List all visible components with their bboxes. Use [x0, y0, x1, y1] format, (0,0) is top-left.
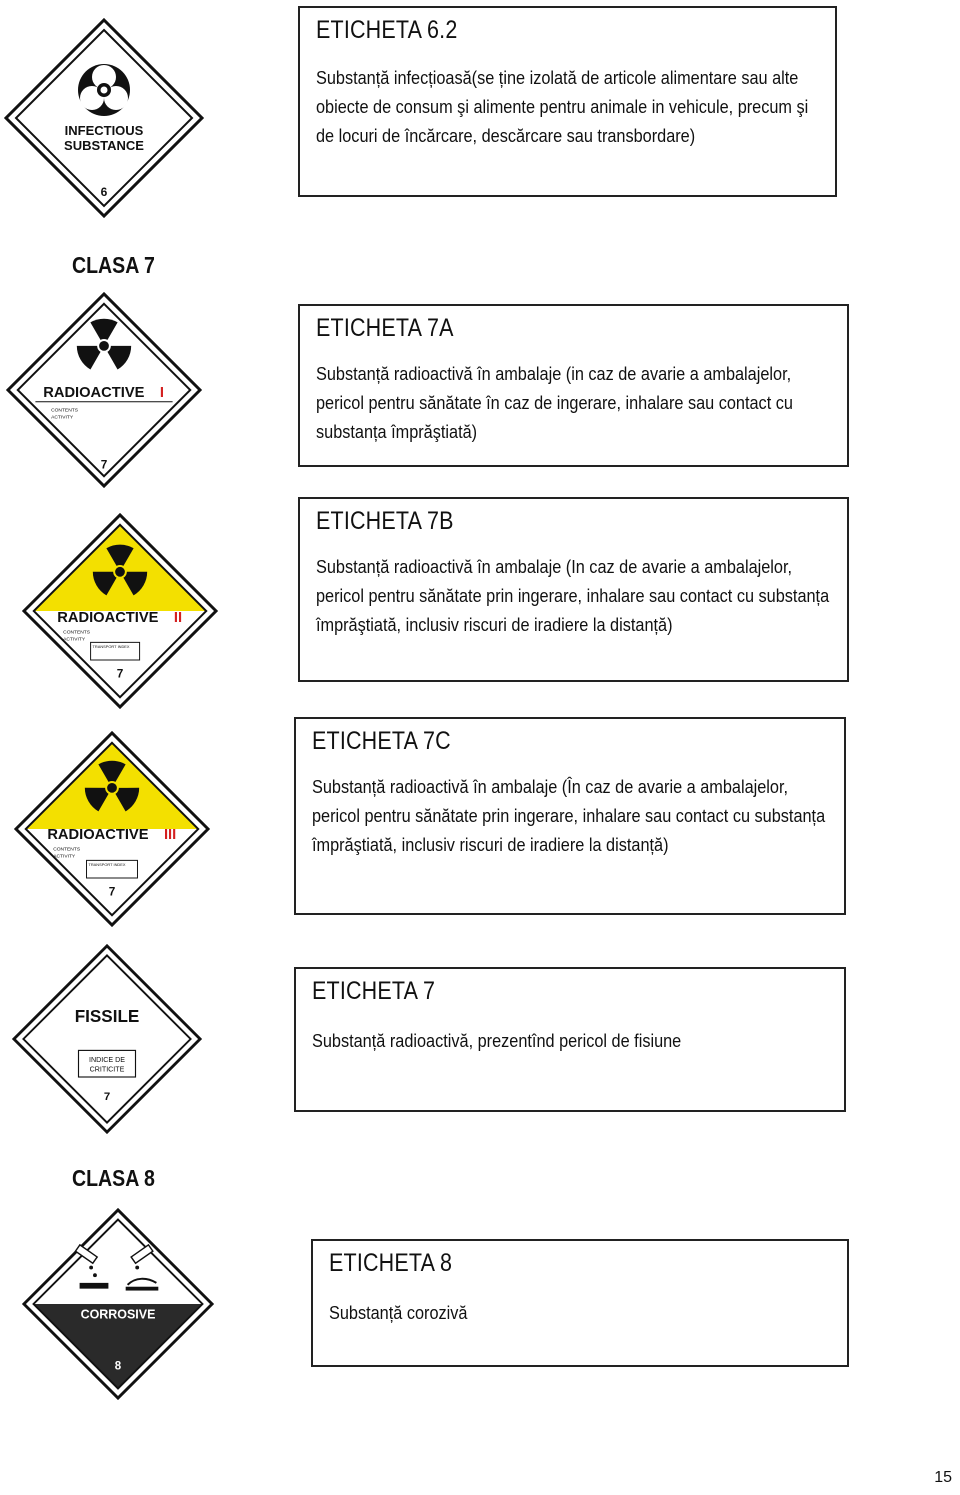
sign-index1: INDICE DE [89, 1055, 125, 1064]
sign-number: 7 [108, 885, 116, 899]
class-7-title: CLASA 7 [72, 252, 155, 278]
sign-roman: I [159, 384, 164, 401]
sign-text: FISSILE [74, 1006, 140, 1026]
entry-description: Substanță radioactivă în ambalaje (In caz de avarie a ambalajelor, pericol pentru sănătate prin ingerare, inhalare sau contact cu substanța împrăştiată, inclusiv riscuri de iradiere la distanță) [316, 556, 830, 635]
sign-text: RADIOACTIVE [43, 384, 145, 401]
sign-small1: CONTENTS [51, 408, 78, 414]
sign-small2: ACTIVITY [53, 854, 76, 860]
radioactive-ii-label [22, 513, 218, 709]
entry-title: ETICHETA 8 [329, 1249, 453, 1277]
entry-title: ETICHETA 7A [316, 314, 454, 342]
sign-number: 7 [103, 1090, 111, 1103]
sign-index: TRANSPORT INDEX [92, 644, 130, 650]
entry-title: ETICHETA 7B [316, 507, 454, 535]
entry-description: Substanță corozivă [329, 1302, 468, 1323]
biohazard-icon [78, 64, 130, 116]
entry-description: Substanță infecțioasă(se ține izolată de articole alimentare sau alte obiecte de consum şi alimente pentru animale in vehicule, precum şi de locuri de încărcare, descărcare sau transbordare) [316, 67, 809, 146]
infectious-substance-label [4, 18, 204, 218]
entry-box-7a [298, 304, 849, 467]
sign-text: RADIOACTIVE [57, 609, 159, 626]
sign-number: 7 [116, 667, 124, 681]
entry-description: Substanță radioactivă în ambalaje (in caz de avarie a ambalajelor, pericol pentru sănătate în caz de ingerare, inhalare sau contact cu substanța împrăştiată) [316, 363, 793, 442]
entry-box-6-2 [298, 6, 837, 197]
entry-title: ETICHETA 6.2 [316, 16, 458, 44]
sign-small1: CONTENTS [53, 847, 81, 853]
entry-title: ETICHETA 7 [312, 977, 436, 1005]
sign-roman: III [163, 826, 177, 843]
sign-index2: CRITICITE [89, 1065, 125, 1074]
sign-text: CORROSIVE [80, 1307, 156, 1322]
corrosive-label [22, 1208, 214, 1400]
entry-box-7 [294, 967, 846, 1112]
entry-box-8 [311, 1239, 849, 1367]
sign-roman: II [173, 609, 183, 626]
radioactive-i-label [6, 292, 202, 488]
sign-line2: SUBSTANCE [64, 138, 144, 153]
radioactive-iii-label [14, 731, 210, 927]
sign-small2: ACTIVITY [63, 637, 86, 643]
entry-box-7c [294, 717, 846, 915]
entry-description: Substanță radioactivă în ambalaje (În caz de avarie a ambalajelor, pericol pentru sănătate prin ingerare, inhalare sau contact cu substanța împrăştiată, inclusiv riscuri de iradiere la distanță) [312, 776, 826, 855]
class-8-title: CLASA 8 [72, 1165, 155, 1191]
sign-number: 7 [100, 458, 108, 472]
sign-index: TRANSPORT INDEX [88, 862, 126, 868]
sign-number: 8 [114, 1360, 122, 1373]
entry-title: ETICHETA 7C [312, 727, 451, 755]
fissile-label [12, 944, 202, 1134]
page-number: 15 [934, 1469, 952, 1486]
entry-description: Substanță radioactivă, prezentînd pericol de fisiune [312, 1030, 682, 1051]
sign-small2: ACTIVITY [51, 415, 74, 421]
sign-number: 6 [100, 185, 108, 199]
sign-line1: INFECTIOUS [64, 123, 144, 138]
entry-box-7b [298, 497, 849, 682]
sign-small1: CONTENTS [63, 630, 91, 636]
sign-text: RADIOACTIVE [47, 826, 149, 843]
